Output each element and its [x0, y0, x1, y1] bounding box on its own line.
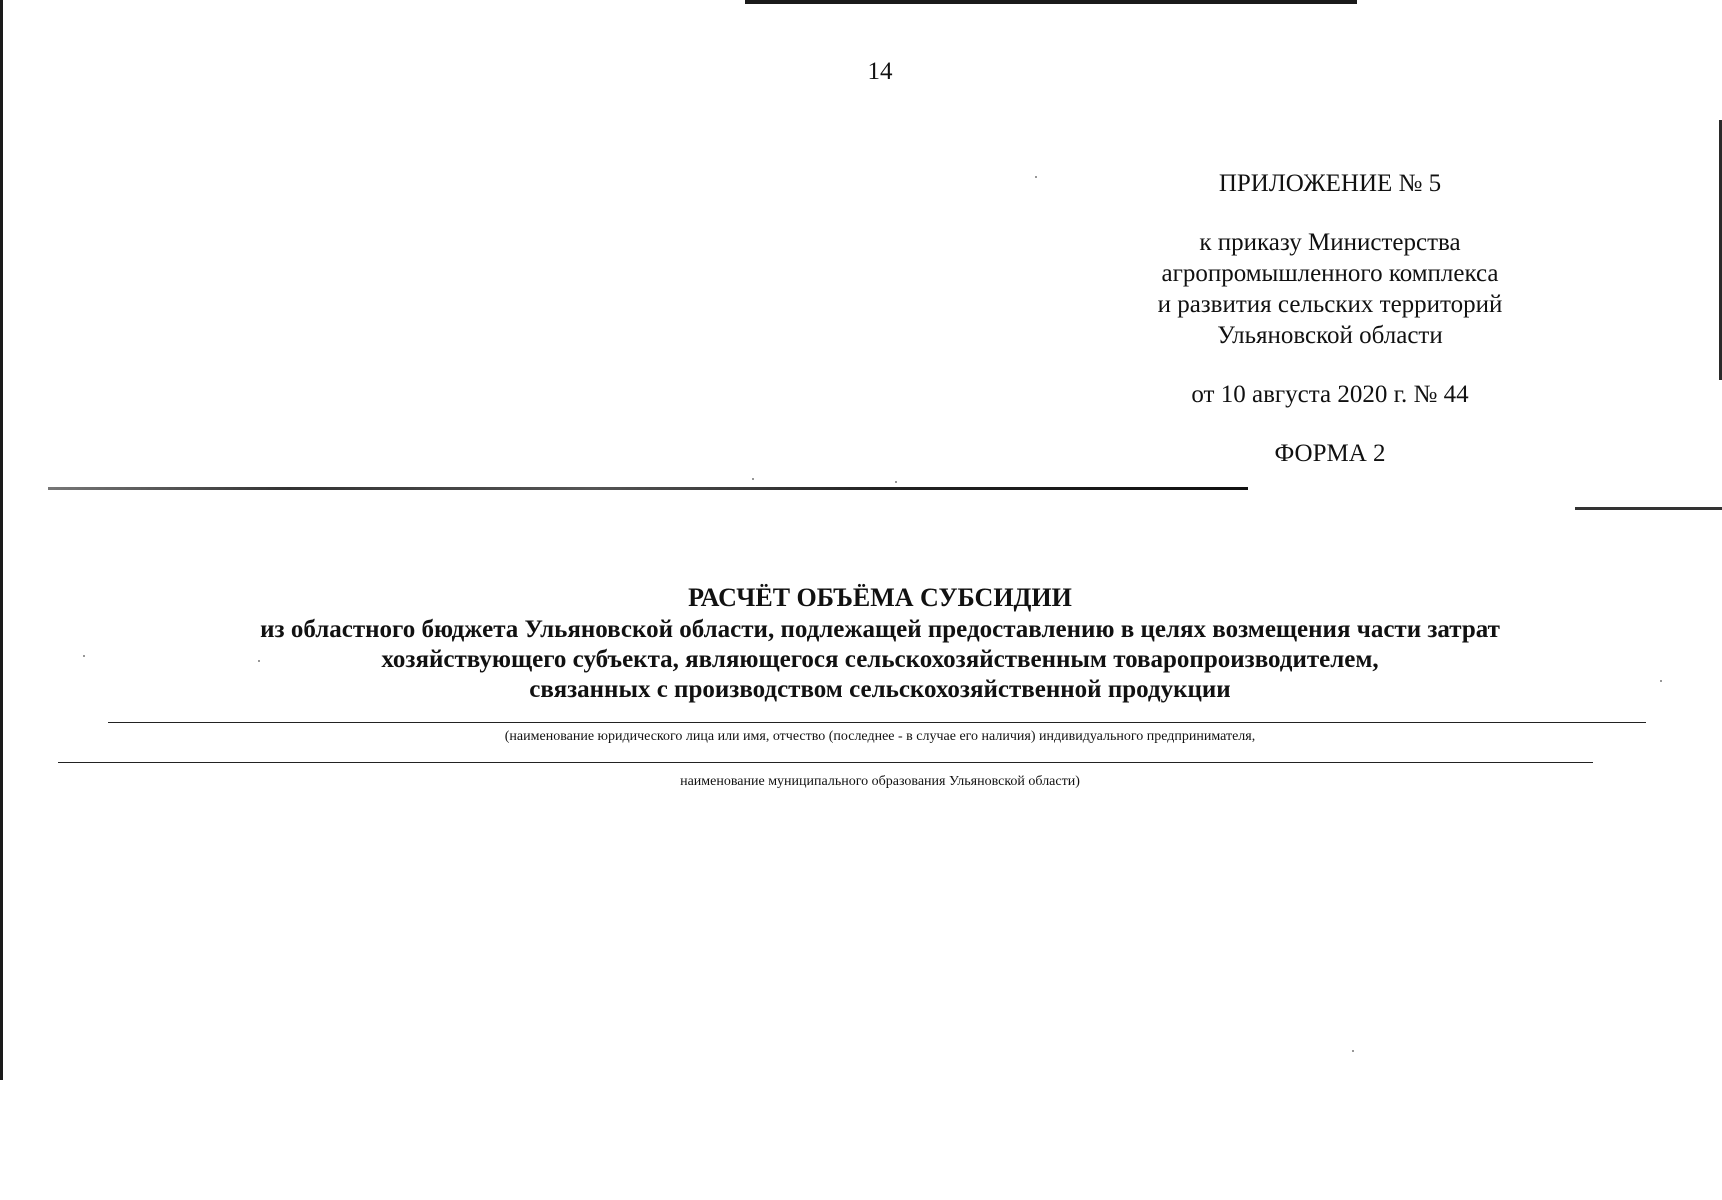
subtitle-line: из областного бюджета Ульяновской области, подлежащей предоставлению в целях возмещения части затрат	[260, 616, 1500, 643]
document-title: РАСЧЁТ ОБЪЁМА СУБСИДИИ	[688, 583, 1072, 612]
annex-block	[1090, 168, 1570, 469]
municipality-field-line	[58, 762, 1593, 763]
page-number: 14	[867, 58, 893, 85]
order-line: к приказу Министерства	[1199, 229, 1461, 256]
form-label: ФОРМА 2	[1274, 440, 1386, 467]
fold-line	[48, 487, 1248, 490]
order-line: Ульяновской области	[1217, 322, 1443, 349]
scan-speck	[895, 481, 897, 483]
fold-line-right	[1575, 507, 1722, 510]
subtitle-line: хозяйствующего субъекта, являющегося сельскохозяйственным товаропроизводителем,	[381, 646, 1379, 673]
scan-edge-left	[0, 0, 3, 1080]
annex-title: ПРИЛОЖЕНИЕ № 5	[1218, 170, 1442, 197]
scan-edge-top	[745, 0, 1357, 4]
scan-speck	[752, 478, 754, 480]
document-subtitle	[60, 615, 1700, 705]
entity-name-field-line	[108, 722, 1646, 723]
municipality-caption: наименование муниципального образования Ульяновской области)	[680, 774, 1080, 789]
order-line: агропромышленного комплекса	[1161, 260, 1499, 287]
subtitle-line: связанных с производством сельскохозяйственной продукции	[529, 676, 1231, 703]
order-line: и развития сельских территорий	[1157, 291, 1503, 318]
scan-speck	[1035, 176, 1037, 178]
entity-name-caption: (наименование юридического лица или имя, отчество (последнее - в случае его наличия) индивидуального предпринимателя,	[504, 729, 1256, 744]
order-date: от 10 августа 2020 г. № 44	[1191, 381, 1469, 408]
scan-speck	[1352, 1050, 1354, 1052]
order-reference	[1090, 227, 1570, 351]
